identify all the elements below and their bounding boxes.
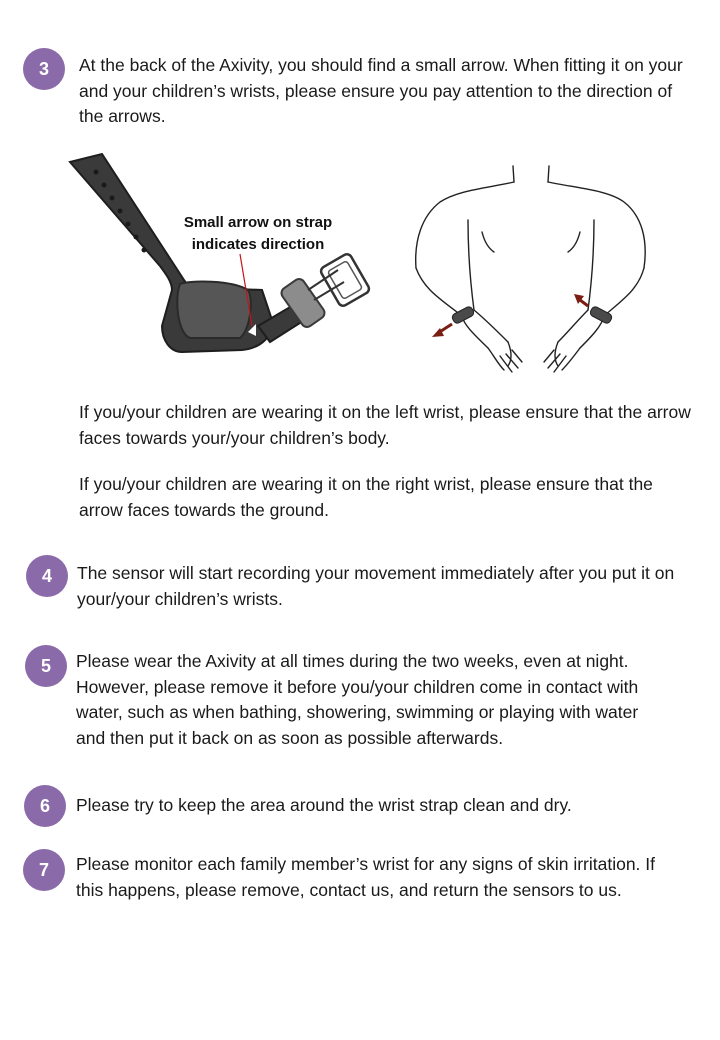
step-3-badge: 3: [23, 48, 65, 90]
step-7-text: Please monitor each family member’s wrist for any signs of skin irritation. If this happens, please remove, contact us, and return the sensors to us.: [76, 854, 656, 900]
strap-callout-label: [158, 212, 358, 256]
step-5-text: Please wear the Axivity at all times during the two weeks, even at night. However, please remove it before you/your children come in contact with water, such as when bathing, showering, swimming or playing with water and then put it back on as soon as possible afterwards.: [76, 651, 639, 748]
step-6-badge: 6: [24, 785, 66, 827]
callout-line-1: Small arrow on strap: [183, 214, 333, 231]
step-7-badge: 7: [23, 849, 65, 891]
step-6-text: Please try to keep the area around the wrist strap clean and dry.: [76, 795, 572, 815]
right-wrist-note: If you/your children are wearing it on the right wrist, please ensure that the arrow faces towards the ground.: [79, 474, 653, 520]
callout-line-2: indicates direction: [191, 236, 325, 253]
step-5-badge: 5: [25, 645, 67, 687]
wrist-strap-illustration: [62, 150, 382, 370]
step-4-badge: 4: [26, 555, 68, 597]
left-wrist-note: If you/your children are wearing it on the left wrist, please ensure that the arrow faces towards your/your children’s body.: [79, 402, 691, 448]
arms-wrist-illustration: [408, 160, 658, 375]
step-4-text: The sensor will start recording your movement immediately after you put it on your/your children’s wrists.: [77, 563, 675, 609]
step-3-text: At the back of the Axivity, you should find a small arrow. When fitting it on your and your children’s wrists, please ensure you pay attention to the direction of the arrows.: [79, 55, 683, 126]
